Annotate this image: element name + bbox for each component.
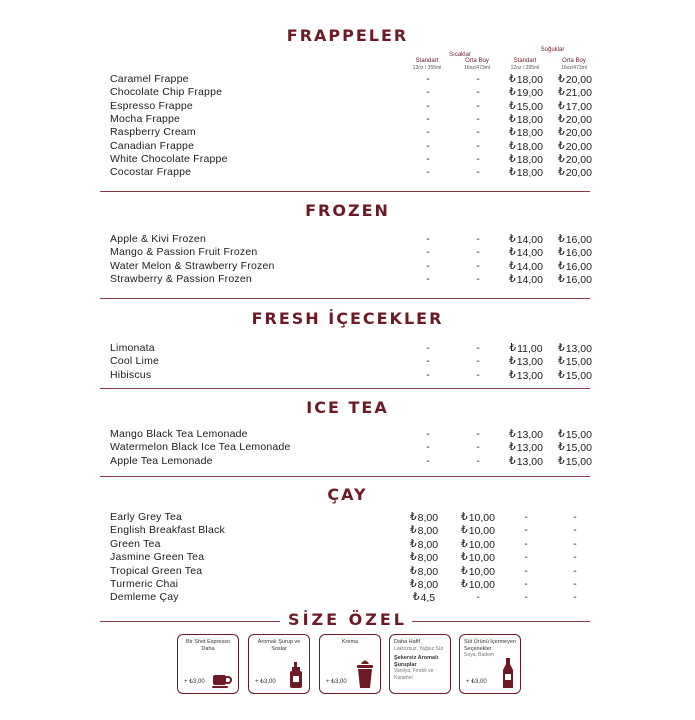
item-name: Chocolate Chip Frappe [110, 86, 223, 99]
currency-symbol: ₺ [509, 441, 516, 454]
currency-symbol: ₺ [509, 99, 516, 112]
price-value: 18,00 [516, 74, 543, 86]
currency-symbol: ₺ [558, 73, 565, 85]
card-price: + ₺3,00 [326, 679, 347, 685]
menu-row [0, 455, 695, 468]
currency-symbol: ₺ [509, 166, 516, 179]
price-value: 19,00 [516, 87, 543, 100]
currency-symbol: ₺ [558, 152, 565, 165]
price-cell [394, 578, 454, 592]
price-empty: - [426, 428, 430, 440]
price-value: 13,00 [516, 356, 543, 369]
card-title: Süt Ürünü İçermeyen Seçenekler Soya, Badem [464, 639, 516, 658]
item-name: Apple & Kivi Frozen [110, 233, 207, 245]
extra-card-krema[interactable] [319, 634, 381, 694]
price-empty: - [426, 355, 430, 368]
price-empty: - [476, 259, 480, 272]
item-name: Jasmine Green Tea [110, 551, 205, 564]
price-empty: - [426, 126, 430, 139]
price-empty: - [426, 139, 430, 152]
price-empty: - [426, 166, 430, 179]
price-cell [545, 273, 605, 287]
price-value: 4,5 [420, 592, 436, 605]
menu-row [0, 140, 695, 153]
price-value: 15,00 [565, 429, 592, 441]
item-name: Limonata [110, 342, 155, 354]
item-name: Early Grey Tea [110, 511, 183, 523]
price-value: 14,00 [516, 234, 543, 246]
menu-row [0, 551, 695, 564]
price-empty: - [476, 342, 480, 354]
price-value: 8,00 [417, 525, 439, 538]
menu-row [0, 86, 695, 99]
col-hot-orta: Orta Boy 16oz/473ml [464, 58, 490, 71]
item-name: Turmeric Chai [110, 578, 179, 590]
price-empty: - [476, 355, 480, 368]
price-cell [394, 591, 454, 605]
currency-symbol: ₺ [558, 428, 565, 440]
price-value: 13,00 [516, 455, 543, 468]
price-empty: - [476, 454, 480, 467]
price-value: 20,00 [565, 153, 592, 166]
price-value: 20,00 [565, 140, 592, 153]
currency-symbol: ₺ [409, 511, 417, 523]
price-cell [394, 524, 454, 538]
price-value: 10,00 [468, 512, 495, 524]
price-value: 14,00 [516, 260, 543, 273]
currency-symbol: ₺ [558, 441, 565, 454]
menu-row [0, 538, 695, 551]
menu-row [0, 260, 695, 273]
price-value: 20,00 [565, 167, 592, 180]
currency-symbol: ₺ [412, 591, 420, 604]
price-value: 10,00 [468, 565, 495, 578]
section-title-icetea: ICE TEA [306, 398, 389, 417]
menu-row [0, 166, 695, 179]
extra-card-espresso[interactable] [177, 634, 239, 694]
extra-card-sut-urunu[interactable] [459, 634, 521, 694]
price-value: 16,00 [565, 247, 592, 260]
price-value: 20,00 [565, 127, 592, 140]
price-value: 8,00 [417, 512, 439, 524]
whipped-cream-cup-icon [356, 658, 374, 688]
price-value: 20,00 [565, 113, 592, 126]
currency-symbol: ₺ [461, 551, 468, 564]
col-cold-standart: Standart 12oz / 355ml [510, 58, 540, 71]
price-cell [545, 342, 605, 356]
item-name: Mocha Frappe [110, 112, 181, 125]
price-value: 13,00 [516, 369, 543, 382]
card-title: Aromalı Şurup ve Soslar [257, 639, 301, 652]
divider [100, 298, 590, 299]
price-empty: - [426, 454, 430, 467]
price-cell [545, 260, 605, 274]
price-empty: - [476, 246, 480, 259]
price-cell [545, 100, 605, 114]
price-empty: - [573, 591, 577, 604]
group-cold-label: Soğuklar [540, 47, 565, 53]
price-value: 18,00 [516, 127, 543, 140]
currency-symbol: ₺ [509, 272, 516, 285]
price-value: 16,00 [565, 260, 592, 273]
price-empty: - [426, 233, 430, 245]
currency-symbol: ₺ [409, 551, 417, 564]
price-empty: - [524, 511, 528, 523]
currency-symbol: ₺ [461, 537, 468, 550]
price-empty: - [476, 112, 480, 125]
currency-symbol: ₺ [409, 578, 417, 590]
item-name: Apple Tea Lemonade [110, 454, 213, 467]
currency-symbol: ₺ [509, 112, 516, 125]
price-value: 10,00 [468, 538, 495, 551]
price-empty: - [426, 86, 430, 99]
currency-symbol: ₺ [461, 511, 468, 523]
divider [100, 191, 590, 192]
milk-bottle-icon [502, 658, 514, 688]
currency-symbol: ₺ [509, 259, 516, 272]
item-name: Canadian Frappe [110, 139, 195, 152]
currency-symbol: ₺ [509, 152, 516, 165]
price-empty: - [426, 368, 430, 381]
price-empty: - [524, 591, 528, 604]
item-name: Water Melon & Strawberry Frozen [110, 259, 275, 272]
menu-row [0, 100, 695, 113]
section-title-frappeler: FRAPPELER [286, 26, 409, 45]
price-empty: - [476, 99, 480, 112]
price-value: 10,00 [468, 552, 495, 565]
currency-symbol: ₺ [558, 233, 565, 245]
price-value: 15,00 [565, 369, 592, 382]
price-empty: - [426, 272, 430, 285]
price-value: 13,00 [516, 429, 543, 441]
price-cell [545, 73, 605, 87]
currency-symbol: ₺ [509, 368, 516, 381]
item-name: Hibiscus [110, 368, 152, 381]
price-empty: - [426, 152, 430, 165]
currency-symbol: ₺ [461, 578, 468, 590]
price-value: 11,00 [517, 343, 543, 355]
item-name: Mango & Passion Fruit Frozen [110, 246, 258, 259]
item-name: White Chocolate Frappe [110, 152, 228, 165]
item-name: Mango Black Tea Lemonade [110, 428, 248, 440]
price-value: 13,00 [565, 343, 592, 355]
price-value: 16,00 [565, 234, 592, 246]
menu-row [0, 273, 695, 286]
item-name: Cool Lime [110, 355, 160, 368]
price-empty: - [476, 73, 480, 85]
price-cell [394, 551, 454, 565]
price-cell [545, 428, 605, 442]
currency-symbol: ₺ [558, 86, 565, 99]
price-cell [545, 126, 605, 140]
menu-row [0, 578, 695, 591]
price-empty: - [573, 578, 577, 590]
price-value: 8,00 [417, 565, 439, 578]
currency-symbol: ₺ [558, 99, 565, 112]
currency-symbol: ₺ [509, 246, 516, 259]
item-name: English Breakfast Black [110, 524, 225, 537]
price-empty: - [426, 73, 430, 85]
price-value: 10,00 [468, 525, 495, 538]
item-name: Tropical Green Tea [110, 564, 203, 577]
currency-symbol: ₺ [409, 537, 417, 550]
price-empty: - [426, 342, 430, 354]
menu-row [0, 524, 695, 537]
menu-row [0, 441, 695, 454]
price-value: 21,00 [565, 87, 592, 100]
price-cell [545, 166, 605, 180]
syrup-bottle-icon [289, 662, 303, 688]
price-value: 17,00 [565, 100, 592, 113]
price-empty: - [476, 272, 480, 285]
price-empty: - [573, 537, 577, 550]
price-value: 15,00 [565, 356, 592, 369]
item-name: Raspberry Cream [110, 126, 196, 139]
price-value: 8,00 [417, 579, 439, 591]
price-empty: - [476, 126, 480, 139]
card-price: + ₺3,00 [184, 679, 205, 685]
price-empty: - [426, 99, 430, 112]
price-empty: - [524, 524, 528, 537]
price-empty: - [573, 551, 577, 564]
price-value: 8,00 [417, 538, 439, 551]
currency-symbol: ₺ [558, 259, 565, 272]
price-empty: - [524, 564, 528, 577]
col-cold-orta: Orta Boy 16oz/473ml [561, 58, 587, 71]
section-title-size-ozel: SİZE ÖZEL [288, 610, 407, 629]
cup-icon [212, 674, 232, 688]
currency-symbol: ₺ [509, 428, 516, 440]
item-name: Caramel Frappe [110, 73, 189, 85]
section-title-fresh: FRESH İÇECEKLER [251, 309, 444, 328]
menu-row [0, 246, 695, 259]
currency-symbol: ₺ [558, 166, 565, 179]
price-value: 8,00 [417, 552, 439, 565]
price-empty: - [476, 86, 480, 99]
price-empty: - [426, 112, 430, 125]
price-empty: - [524, 537, 528, 550]
menu-row [0, 233, 695, 246]
divider [100, 476, 590, 477]
currency-symbol: ₺ [558, 272, 565, 285]
menu-row [0, 73, 695, 86]
currency-symbol: ₺ [558, 126, 565, 139]
menu-row [0, 511, 695, 524]
card-price: + ₺3,00 [255, 679, 276, 685]
price-empty: - [426, 441, 430, 454]
price-cell [545, 233, 605, 247]
price-value: 18,00 [516, 153, 543, 166]
card-title: Bir Shot Espresso Daha [185, 639, 231, 652]
price-empty: - [476, 441, 480, 454]
price-empty: - [573, 564, 577, 577]
price-value: 15,00 [565, 455, 592, 468]
menu-row [0, 355, 695, 368]
menu-row [0, 153, 695, 166]
card-price: + ₺3,00 [466, 679, 487, 685]
price-cell [545, 153, 605, 167]
price-value: 14,00 [516, 273, 543, 286]
menu-row [0, 591, 695, 604]
price-cell [545, 86, 605, 100]
price-value: 14,00 [516, 247, 543, 260]
currency-symbol: ₺ [558, 454, 565, 467]
menu-row [0, 126, 695, 139]
price-empty: - [476, 368, 480, 381]
price-value: 16,00 [565, 273, 592, 286]
price-empty: - [476, 152, 480, 165]
currency-symbol: ₺ [509, 86, 516, 99]
price-value: 15,00 [565, 442, 592, 455]
currency-symbol: ₺ [409, 524, 417, 537]
price-empty: - [476, 233, 480, 245]
currency-symbol: ₺ [461, 524, 468, 537]
price-value: 13,00 [516, 442, 543, 455]
currency-symbol: ₺ [558, 112, 565, 125]
price-cell [394, 538, 454, 552]
currency-symbol: ₺ [558, 139, 565, 152]
currency-symbol: ₺ [509, 73, 516, 85]
item-name: Cocostar Frappe [110, 166, 192, 179]
price-cell [394, 565, 454, 579]
card-title: Daha Hafif Laktozsuz, Yağsız Süt Şekersiz Aromalı Şuruplar Vanilya, Fındık ve Karamel [394, 639, 444, 681]
price-empty: - [524, 551, 528, 564]
extra-card-daha-hafif[interactable] [389, 634, 451, 694]
extra-card-syrup[interactable] [248, 634, 310, 694]
price-value: 10,00 [468, 579, 495, 591]
divider [100, 388, 590, 389]
price-cell [545, 140, 605, 154]
currency-symbol: ₺ [509, 342, 517, 354]
currency-symbol: ₺ [558, 342, 565, 354]
price-cell [545, 369, 605, 383]
menu-row [0, 369, 695, 382]
price-cell [545, 441, 605, 455]
price-empty: - [476, 139, 480, 152]
currency-symbol: ₺ [409, 564, 417, 577]
price-empty: - [426, 246, 430, 259]
card-title: Krema [341, 639, 359, 645]
price-cell [394, 511, 454, 525]
price-cell [545, 246, 605, 260]
menu-row [0, 113, 695, 126]
currency-symbol: ₺ [558, 246, 565, 259]
price-cell [545, 113, 605, 127]
currency-symbol: ₺ [509, 355, 516, 368]
currency-symbol: ₺ [509, 126, 516, 139]
divider [412, 621, 590, 622]
price-empty: - [476, 591, 480, 604]
currency-symbol: ₺ [461, 564, 468, 577]
section-title-cay: ÇAY [327, 485, 368, 504]
price-empty: - [573, 511, 577, 523]
currency-symbol: ₺ [558, 368, 565, 381]
menu-row [0, 565, 695, 578]
menu-row [0, 428, 695, 441]
price-value: 18,00 [516, 113, 543, 126]
price-cell [545, 455, 605, 469]
price-cell [545, 355, 605, 369]
price-empty: - [426, 259, 430, 272]
price-value: 20,00 [565, 74, 592, 86]
currency-symbol: ₺ [509, 233, 516, 245]
price-value: 18,00 [516, 140, 543, 153]
price-empty: - [573, 524, 577, 537]
item-name: Watermelon Black Ice Tea Lemonade [110, 441, 291, 454]
col-hot-standart: Standart 12oz / 355ml [412, 58, 442, 71]
price-value: 18,00 [516, 167, 543, 180]
price-empty: - [476, 166, 480, 179]
price-empty: - [524, 578, 528, 590]
currency-symbol: ₺ [558, 355, 565, 368]
currency-symbol: ₺ [509, 454, 516, 467]
item-name: Green Tea [110, 537, 161, 550]
item-name: Espresso Frappe [110, 99, 193, 112]
price-value: 15,00 [516, 100, 543, 113]
currency-symbol: ₺ [509, 139, 516, 152]
section-title-frozen: FROZEN [305, 201, 390, 220]
item-name: Strawberry & Passion Frozen [110, 272, 252, 285]
price-empty: - [476, 428, 480, 440]
group-hot-label: Sıcaklar [449, 52, 471, 58]
menu-row [0, 342, 695, 355]
item-name: Demleme Çay [110, 591, 179, 604]
